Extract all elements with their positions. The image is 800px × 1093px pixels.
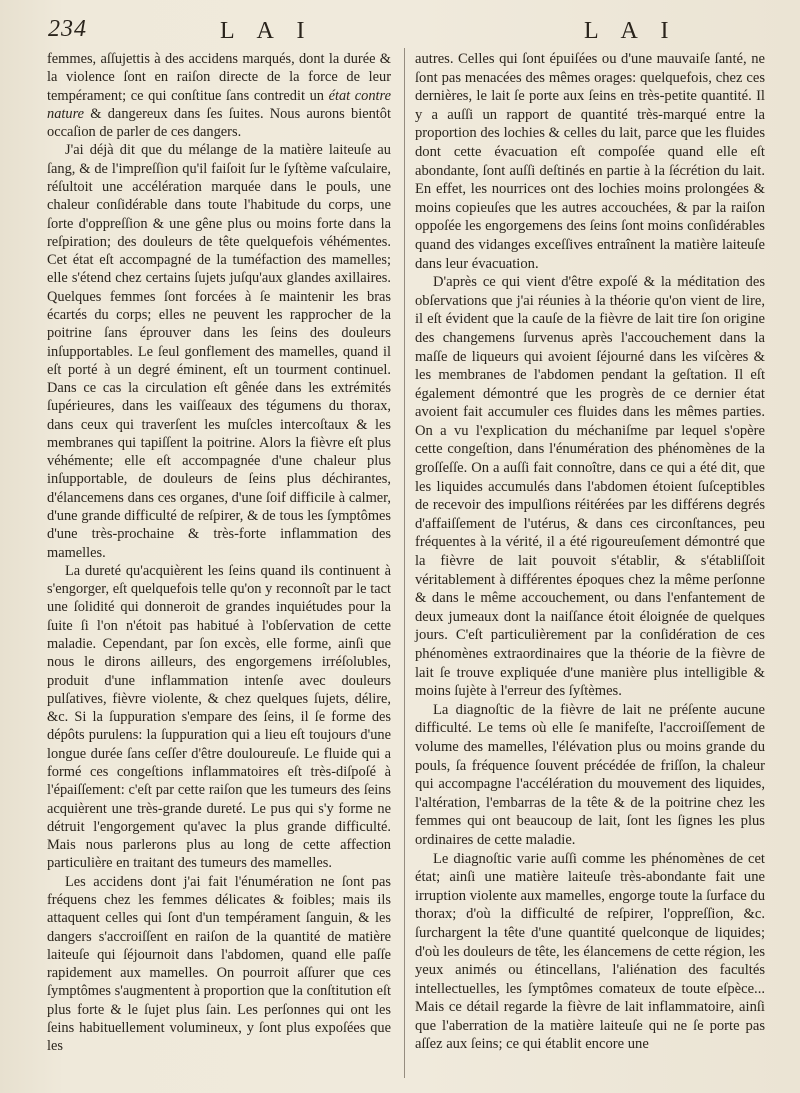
paragraph: Le diagnoſtic varie auſſi comme les phénomènes de cet état; ainſi une matière laiteuſe très-abondante fait une irruption violente aux mamelles, engorge toute la ſurface du thorax; d'où la difficulté de reſpirer, l'oppreſſion, &c. ſurchargent la tête d'une quantité quelconque de liquides; d'où les douleurs de tête, les élancemens de cette région, les yeux animés ou étincellans, l'aliénation des facultés intellectuelles, les ſymptômes comateux de toute eſpèce... Mais ce détail regarde la fièvre de lait inflammatoire, ainſi que l'aberration de la matière laiteuſe qui ne ſe porte pas aſſez aux ſeins; ce qui établit encore une xyxy=(415,850,765,1053)
paragraph-text: femmes, aſſujettis à des accidens marqués, dont la durée & la violence ſont en raiſon directe de la force de leur tempérament; ce qui conſtitue ſans contredit un xyxy=(47,51,391,104)
page-number: 234 xyxy=(48,16,87,42)
paragraph xyxy=(47,50,391,141)
paragraph: J'ai déjà dit que du mélange de la matière laiteuſe au ſang, & de l'impreſſion qu'il faiſoit ſur le ſyſtème vaſculaire, réſultoit une accélération marquée dans le pouls, une chaleur conſidérable dans toute l'habitude du corps, une ſorte d'oppreſſion & une gêne plus ou moins forte dans la reſpiration; des douleurs de tête quelquefois véhémentes. Cet état eſt accompagné de la tuméfaction des mamelles; elle s'étend chez certains ſujets juſqu'aux glandes axillaires. Quelques femmes ſont forcées à ſe maintenir les bras écartés du corps; elles ne peuvent les rapprocher de la poitrine ſans éprouver dans les ſeins des douleurs inſupportables. Le ſeul gonflement des mamelles, quand il eſt porté à un degré éminent, eſt un tourment continuel. Dans ce cas la circulation eſt gênée dans les extrémités ſupérieures, dans les vaiſſeaux des tégumens du thorax, dans ceux qui traverſent les muſcles intercoſtaux & les membranes qui tapiſſent la poitrine. Alors la fièvre eſt plus véhémente; elle eſt accompagnée d'une chaleur plus inſupportable, de douleurs de ſeins plus déchirantes, d'élancemens dans ces organes, d'une ſoif difficile à calmer, d'une grande difficulté de reſpirer, & de tous les ſymptômes d'une très-prochaine & très-forte inflammation des mamelles. xyxy=(47,142,391,561)
running-head-left: L A I xyxy=(220,18,314,44)
paragraph: Les accidens dont j'ai fait l'énumération ne ſont pas fréquens chez les femmes délicates & foibles; mais ils attaquent celles qui ſont d'un tempérament ſanguin, & les dangers s'accroiſſent en raiſon de la quantité de matière laiteuſe qui ſéjournoit dans l'abdomen, quand elle paſſe rapidement aux mamelles. On pourroit aſſurer que ces ſymptômes s'augmentent à proportion que la conſtitution eſt plus forte & le ſujet plus ſain. Les perſonnes qui ont les ſeins habituellement volumineux, y ſont plus expoſées que les xyxy=(47,873,391,1055)
paragraph: D'après ce qui vient d'être expoſé & la méditation des obſervations que j'ai réunies à la théorie qu'on vient de lire, il eſt évident que la cauſe de la fièvre de lait tire ſon origine des changemens ſurvenus après l'accouchement dans la maſſe de liqueurs qui avoient ſéjourné dans les viſcères & les membranes de l'abdomen pendant la geſtation. Il eſt également démontré que les progrès de ce dernier état avoient fait accumuler ces fluides dans les mêmes parties. On a vu l'explication du méchaniſme par lequel s'opère cette congeſtion, dans l'énumération des phénomènes de la groſſeſſe. On a auſſi fait connoître, dans ce qui a été dit, que les liquides accumulés dans l'abdomen étoient ſuſceptibles de recevoir des impulſions réitérées par les différens degrés d'affaiſſement de l'utérus, & dans ces circonſtances, peu fréquentes à la vérité, il a été rigoureuſement démontré que la fièvre de lait pouvoit s'établir, & s'établiſſoit véritablement à différentes époques chez la même perſonne & dans le même accouchement, ou dans l'enfantement de deux jumeaux dont la naiſſance étoit éloignée de quelques jours. C'eſt particulièrement par la conſidération de ces phénomènes extraordinaires que la théorie de la fièvre de lait ſe trouve expliquée d'une manière plus intelligible & moins ſujète à l'erreur des ſyſtèmes. xyxy=(415,274,765,700)
column-divider xyxy=(404,48,405,1078)
paragraph: La diagnoſtic de la fièvre de lait ne préſente aucune difficulté. Le tems où elle ſe manifeſte, l'accroiſſement de volume des mamelles, l'élévation plus ou moins grande du pouls, ſa fréquence ſouvent précédée de friſſon, la chaleur qui accompagne l'accélération du mouvement des liquides, l'altération, l'embarras de la tête & de la poitrine chez les femmes qui ont beaucoup de lait, ſont les ſignes les plus ordinaires de cette maladie. xyxy=(415,701,765,848)
paragraph: autres. Celles qui ſont épuiſées ou d'une mauvaiſe ſanté, ne ſont pas menacées des mêmes orages: quelquefois, chez ces dernières, le lait ſe porte aux ſeins en très-petite quantité. Il y a auſſi un rapport de quantité très-marqué entre la proportion des lochies & celles du lait, parce que les fluides dont cette évacuation eſt compoſée quand elle eſt abondante, ſont auſſi deſtinés en partie à la ſécrétion du lait. En effet, les nourrices ont des lochies moins prolongées & moins copieuſes que les autres accouchées, & par la raiſon oppoſée les engorgemens des ſeins ſont moins conſidérables quand des vidanges exceſſives entraînent la matière laiteuſe dans leur évacuation. xyxy=(415,51,765,272)
right-column xyxy=(415,50,765,1054)
left-column xyxy=(47,50,391,1055)
paragraph: La dureté qu'acquièrent les ſeins quand ils continuent à s'engorger, eſt quelquefois telle qu'on y reconnoît par le tact une ſolidité qui donneroit de grandes inquiétudes pour la ſuite ſi l'on n'étoit pas habitué à l'obſervation de cette maladie. Cependant, par ſon excès, elle forme, ainſi que nous le dirons ailleurs, des engorgemens irréſolubles, produit d'une inflammation intenſe avec douleurs pulſatives, fièvre violente, & chez quelques ſujets, délire, &c. Si la ſuppuration s'empare des ſeins, il ſe forme des dépôts purulens: la ſuppuration qui a lieu eſt toujours d'une longue durée ſans ceſſer d'être douloureuſe. Le fluide qui a formé ces congeſtions inflammatoires eſt très-diſpoſé à l'épaiſſement: c'eſt par cette raiſon que les tumeurs des ſeins acquièrent une très-grande dureté. Le pus qui s'y forme ne détruit l'engorgement qu'avec la plus grande difficulté. Mais nous parlerons plus au long de cette affection particulière en traitant des tumeurs des mamelles. xyxy=(47,562,391,872)
italic-phrase: état contre nature xyxy=(47,87,391,122)
paragraph-text: & dangereux dans ſes ſuites. Nous aurons bientôt occaſion de parler de ces dangers. xyxy=(47,105,391,141)
page-header xyxy=(44,14,766,48)
running-head-right: L A I xyxy=(584,18,678,44)
